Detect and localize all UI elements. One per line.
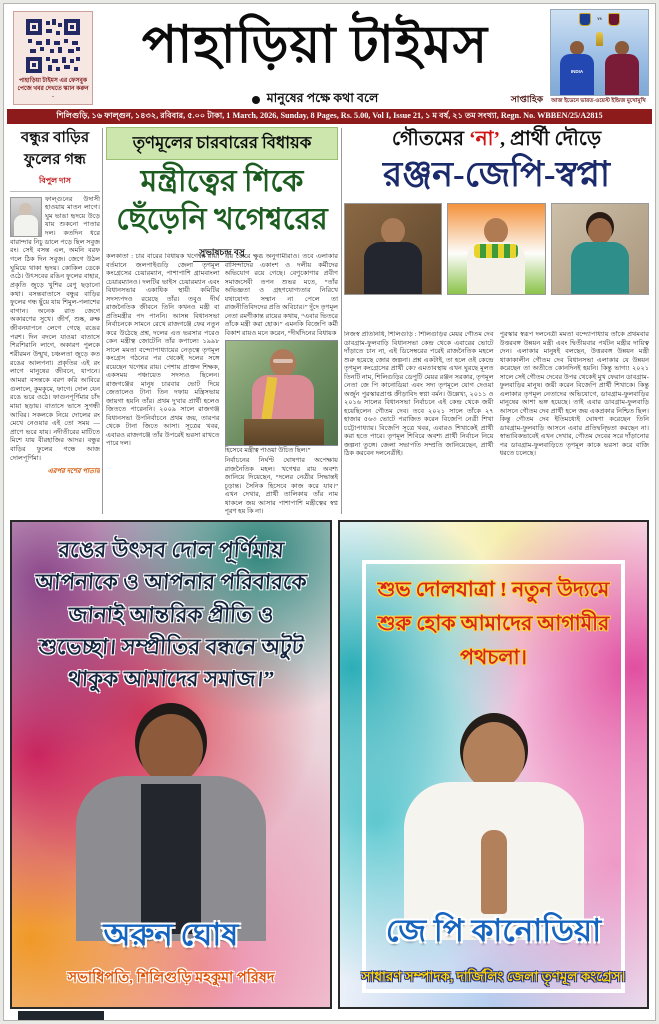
body-column-left: কলকাতা : চার বারের বিধায়ক খগেশ্বর রায়। বর্তমানে জলপাইগুড়ি জেলা তৃণমূল কংগ্রেসের চেয়ারম্যান, পাশাপাশি গ্রামবাংলা চেয়ারম্যানও। দলটির ভাইস চেয়ারম্যান এবং বিধানসভার একাধিক স্থায়ী কমিটির সদস্যপদও রয়েছে তাঁর। তবুও দীর্ঘ রাজনৈতিক জীবনে তিনি কখনও মন্ত্রী বা প্রতিমন্ত্রীর পদ পাননি। আসন্ন বিধানসভা নির্বাচনকে সামনে রেখে রাজগঞ্জে ফের নতুন করে উঠেছে প্রশ্ন, দলের এত ভরসার পরেও কেন মন্ত্রীত্ব জোটেনি তাঁর কপালে! ১৯৯৮ সালে মমতা বন্দ্যোপাধ্যায়ের নেতৃত্বে তৃণমূল কংগ্রেস গঠনের পর থেকেই দলের সঙ্গে রয়েছেন খগেশ্বর রায়। পেশায় প্রাক্তন শিক্ষক, একসময় পঞ্চায়েত সদস্যও ছিলেন। রাজগঞ্জের মানুষ চারবার ভোট দিয়ে জেতালেও টানা তিন দফায় মন্ত্রিসভায় জায়গা হয়নি তাঁর। প্রথম দু'বার প্রার্থী হলেও জিততে পারেননি। ২০০৯ সালে রাজগঞ্জ বিধানসভা উপনির্বাচনে প্রথম জয়, তারপর থেকে টানা জিতে আসা। সূত্রের খবর, এবারও রাজগঞ্জে তাঁর উপরেই ভরসা রাখতে পারে দল। (106, 253, 220, 447)
body-text-continued: নির্বাচনের নির্ঘণ্ট ঘোষণার অপেক্ষায় রাজনৈতিক মহল। খগেশ্বর রায় অবশ্য জানিয়ে দিয়েছেন, “দলের নেত্রীর সিদ্ধান্তই চূড়ান্ত। সৈনিক হিসেবে কাজ করে যাব।” এখন দেখার, প্রার্থী তালিকায় তাঁর নাম থাকলে জয় আসার পাশাপাশি মন্ত্রীত্বের স্বপ্ন পূরণ হয় কি না। (224, 457, 338, 515)
article-title: বন্ধুর বাড়ির ফুলের গন্ধ (20, 130, 90, 168)
tagline-row (100, 90, 530, 110)
candidate-photo-ranjan (344, 203, 442, 295)
tagline-bullet-icon (252, 96, 260, 104)
arun-ghosh-photo (52, 714, 290, 939)
page-fold-mark (18, 1011, 104, 1020)
article-body: ফাল্গুনের উদাসী হাওয়ায় মাতন লাগে। ঘুম ভাঙা হৃদয়ে উড়ে যায় শুকনো পাতার দল। কতদিন ধরে বারান্দার নিচু ডালে পড়ে ছিল সবুজ রং। সেই বসন্ত এল, অমনি বরফ গলে ঠিক দিন সবুজ। জেগে উঠল ঘুমিয়ে থাকা হৃদয়। কোকিল ডেকে ওঠে। উৎসবের রঙিন ফুলের বাহার, প্রকৃতি জুড়ে খুশির রেণু ছড়ানো কথা। বসন্তবাতাসে বন্ধুর বাড়ির ফুলের গন্ধ ছুঁয়ে যায় শিমুল-পলাশের বাগান। অনেক রাত জেগে অকারণের সুখে। জীর্ণ, শুষ্ক, রুক্ষ জীবনযাপনে লেগে গেছে রঙের পরশ। দিন বদলে যাওয়া বাতাসে শিরশিরানি লাগে, অকারণ পুলকে শরীরমন উন্মুখ, চঞ্চলতা জুড়ে কত রঙের আলপনা। প্রকৃতির এই রং লাগে মানুষের জীবনে, যাপনে। আমরা বসন্তকে বরণ করি আবিরে গুলালে, কুমকুমে, ফাগে। দোল যেন রঙে ভরে ওঠে। ফাগুনপূর্ণিমার চাঁদ মায়া ছড়ায়। বাতাসে ভাসে সুগন্ধী আবির। সকলকে নিয়ে দোলের রং মেখে নেওয়ার এই তো সময় — প্রাণে ভরে যায়। নদীতীরের মাটিতে মিশে যায় বীরহাজির আদর। বন্ধুর বাড়ির ফুলের গন্ধে আজ দোলপূর্ণিমা। (10, 195, 100, 462)
page-sheet (3, 3, 656, 1021)
qr-caption: পাহাড়িয়া টাইমস এর ফেসবুক পেজে খবর দেখতে স্ক্যান করুন - (17, 78, 89, 100)
candidate-photo-swapna (551, 203, 649, 295)
body-column-right: পুরস্কার স্বরূপ দলনেত্রী মমতা বন্দ্যোপাধ্যায় তাঁকে প্রথমবার উত্তরবঙ্গ উন্নয়ন মন্ত্রী এবং দ্বিতীয়বার পর্যটন মন্ত্রীর দায়িত্ব দেন। এলাকার মানুষই বলছেন, উত্তরবঙ্গ উন্নয়ন মন্ত্রী থাকাকালীন গৌতম দেব বিধানসভা এলাকার যে উন্নয়ন করেছেন তা অতীতে কোনদিনই হয়নি। কিন্তু ভাগ্য! ২০২১ সালে সেই গৌতম দেবের উপর থেকেই মুখ ফেরান ডাবগ্রাম-ফুলবাড়ির মানুষ। জয়ী করেন বিজেপি প্রার্থী শিখাকে। কিন্তু এলাকার তৃণমূল নেতাদের অভিযোগে, ডাবগ্রাম-ফুলবাড়ির মানুষের আশা ভঙ্গ হয়েছে। তাই এবার ডাবগ্রাম-ফুলবাড়ি আসনে গৌতম দেব প্রার্থী হলে জয় একপ্রকার নিশ্চিত ছিল। কিন্তু গৌতম দেব ইতিমধ্যেই ঘোষণা করেছেন তিনি ডাবগ্রাম-ফুলবাড়ি আসনে এবার প্রতিদ্বন্দ্বিতা করছেন না। স্বাভাবিকভাবেই এখন দেখার, গৌতম দেবের সরে দাঁড়ানোর পর ডাবগ্রাম-ফুলবাড়িতে তৃণমূল কাকে ভরসা করে বাজি ধরতে চলেছে। (499, 331, 649, 457)
column-friend-house-article (10, 126, 100, 518)
india-crest-icon (579, 13, 591, 26)
holi-ad-arun-ghosh (10, 520, 332, 1009)
qr-panel (13, 11, 93, 105)
newspaper-title: পাহাড়িয়া টাইমস (141, 16, 489, 74)
advertiser-designation: সাধারণ সম্পাদক, দার্জিলিং জেলা তৃণমূল কংগ্রেস। (361, 969, 626, 984)
dateline-strip: শিলিগুড়ি, ১৬ ফাল্গুন, ১৪৩২, রবিবার, ৫.০০ টাকা, 1 March, 2026, Sunday, 8 Pages, Rs. 5.00, Vol I, Issue 21, ১ ম বর্ষ, ২১ তম সংখ্যা, Regn. No. WBBEN/25/A2815 (7, 109, 652, 124)
lead-body-columns (344, 331, 649, 516)
india-player-photo (557, 41, 597, 96)
body-column-left: নিজস্ব প্রতিনিধি, শিলিগুড়ি : শিলিগুড়ির মেয়র গৌতম দেব ডাবগ্রাম-ফুলবাড়ি বিধানসভা কেন্দ্র থেকে এবারের ভোটে দাঁড়াতে চান না, এই ডিসেম্বরের পরেই রাজনৈতিক মহলে শুরু হয়েছে জোর জল্পনা। প্রশ্ন একটাই, তা হলে ওই কেন্দ্রে তৃণমূল কংগ্রেসের প্রার্থী কে? এমতাবস্থায় এখন ঘুরছে মূলত তিনটি নাম, শিলিগুড়ির ডেপুটি মেয়র রঞ্জন সরকার, তৃণমূল নেতা জে পি কানোডিয়া এবং সদ্য তৃণমূলে যোগ দেওয়া অর্জুন পুরস্কারপ্রাপ্ত ক্রীড়াবিদ স্বপ্না বর্মন। উল্লেখ্য, ২০১১ ও ২০১৬ সালের বিধানসভা নির্বাচনে এই কেন্দ্র থেকে জয়ী হয়েছিলেন গৌতম দেব। তবে ২০২১ সালে তাঁকে ২৭ হাজার ৫৬৩ ভোটে পরাজিত করেন বিজেপি নেত্রী শিখা চট্টোপাধ্যায়। বিজেপি সূত্রে খবর, এবারও শিখাকেই প্রার্থী করা হতে পারে। তৃণমূল শিবিরে অবশ্য প্রার্থী নির্বাচন নিয়ে জল্পনা তুঙ্গে। জেলা সভাপতি সম্প্রতি জানিয়েছেন, প্রার্থী ঠিক করবেন দলনেত্রীই। (344, 331, 494, 457)
greeting-message: শুভ দোলযাত্রা ! নতুন উদ্যমে শুরু হোক আমাদের আগামীর পথচলা। (377, 579, 610, 669)
greeting-message: রঙের উৎসব দোল পূর্ণিমায় আপনাকে ও আপনার পরিবারকে জানাই আন্তরিক প্রীতি ও শুভেচ্ছা। সম্প্রীতির বন্ধনে অটুট থাকুক আমাদের সমাজ।” (34, 538, 308, 691)
body-text: এর জেরে ক্ষুব্ধ অনুগামীরাও। তবে এলাকার বাসিন্দাদের একাংশ ও দলীয় কর্মীদের অভিযোগ রয়ে গেছে। বেণুকোণার প্রবীণ সমাজসেবী তপন শুভর মতে, “তাঁর অভিজ্ঞতা ও গ্রহণযোগ্যতার নিরিখে যথাযোগ্য সম্মান না পেলে তা রাজনীতিবিদদের প্রতি অবিচার।” দুঁদে তৃণমূল নেতা রমণীকান্ত রায়ের কথায়, “এবার ভিতরে তাঁকে মন্ত্রী করা হোক।” এমনকি বিজেপি কর্মী বিকাশ রায়ও মনে করেন, “দীর্ঘদিনের বিধায়ক (224, 253, 338, 337)
author-photo (10, 197, 42, 237)
headline-no-highlight: ‘না’ (468, 128, 501, 150)
column-lead-article (344, 126, 649, 518)
article-body-columns (106, 253, 338, 516)
lead-headline-top: গৌতমের ‘না’, প্রার্থী দৌড়ে (391, 128, 602, 150)
masthead (4, 4, 655, 108)
tagline: মানুষের পক্ষে কথা বলে (266, 91, 379, 105)
advertiser-name: জে পি কানোডিয়া (385, 913, 602, 948)
column-divider (102, 128, 103, 514)
advertisement-section (4, 520, 655, 1012)
top-news-section (4, 126, 655, 518)
team-logos (551, 13, 648, 26)
west-indies-player-photo (602, 41, 642, 96)
kicker-banner: তৃণমূলের চারবারের বিধায়ক (106, 127, 338, 160)
author-byline: বিপুল দাস (10, 175, 100, 192)
byline: সুভাষচন্দ্র বসু (105, 242, 339, 262)
vs-label: vs (597, 17, 602, 22)
candidate-photos-row (344, 203, 649, 295)
cricket-promo-image (550, 9, 649, 96)
weekly-label: সাপ্তাহিক (510, 94, 543, 104)
india-jersey-label: INDIA (570, 69, 584, 74)
qr-code-icon (24, 17, 82, 75)
column-minister-article (105, 126, 339, 518)
holi-ad-jp-kanodia (338, 520, 649, 1009)
advertiser-designation: সভাধিপতি, শিলিগুড়ি মহকুমা পরিষদ (67, 970, 275, 986)
column-divider (341, 128, 342, 514)
khageshwar-roy-photo (225, 340, 339, 446)
lead-headline-main: রঞ্জন-জেপি-স্বপ্না (382, 155, 611, 194)
headline-green: মন্ত্রীত্বের শিকে ছেঁড়েনি খগেশ্বরের (116, 165, 328, 236)
cricket-promo (550, 9, 647, 105)
west-indies-crest-icon (608, 13, 620, 26)
continued-on-page-note: এরপর দশের পাতায় (47, 468, 100, 476)
photo-caption: হিসেবে মন্ত্রীত্ব পাওয়া উচিত ছিল।” (224, 447, 311, 454)
candidate-photo-jp (447, 203, 545, 295)
cricket-promo-caption: আজ ইডেনে ভারত-ওয়েস্ট ইন্ডিজ মুখোমুখি (551, 98, 646, 104)
body-column-right (225, 253, 339, 516)
jp-kanodia-photo (400, 722, 587, 937)
advertiser-name: অরুন ঘোষ (103, 917, 239, 952)
